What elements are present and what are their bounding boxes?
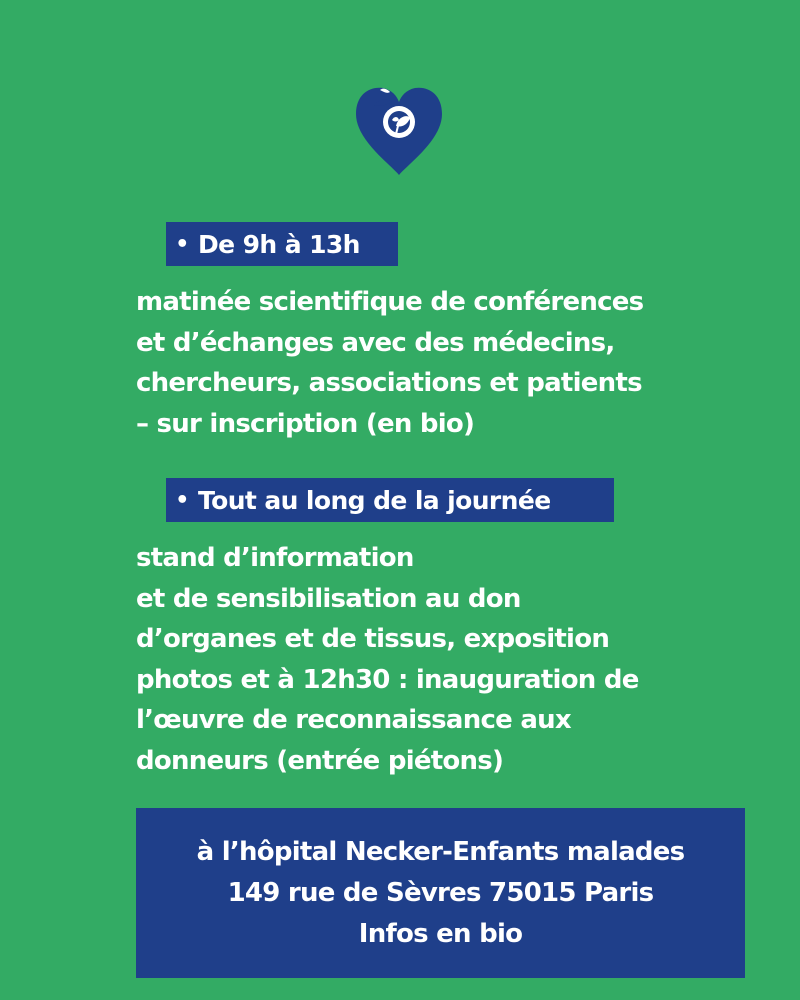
heart-bird-leaf-icon xyxy=(352,78,446,176)
description-line: stand d’information xyxy=(136,543,414,573)
description-line: matinée scientifique de conférences xyxy=(136,287,644,317)
address-box xyxy=(136,808,745,978)
description-line: et d’échanges avec des médecins, xyxy=(136,327,615,358)
bullet-icon: • xyxy=(175,487,189,513)
section-description-morning xyxy=(136,282,776,444)
section-header-morning xyxy=(166,222,398,266)
address-venue: à l’hôpital Necker-Enfants malades xyxy=(196,836,685,867)
section-header-label: De 9h à 13h xyxy=(198,229,360,259)
description-line: d’organes et de tissus, exposition xyxy=(136,624,610,654)
address-street: 149 rue de Sèvres 75015 Paris xyxy=(227,877,654,908)
description-line: l’œuvre de reconnaissance aux xyxy=(136,705,571,735)
description-line: – sur inscription (en bio) xyxy=(136,408,475,439)
description-line: donneurs (entrée piétons) xyxy=(136,745,504,776)
bullet-icon: • xyxy=(175,231,189,257)
section-description-all-day xyxy=(136,538,776,781)
address-info: Infos en bio xyxy=(358,918,523,949)
description-line: chercheurs, associations et patients xyxy=(136,368,642,398)
description-line: photos et à 12h30 : inauguration de xyxy=(136,664,639,695)
section-header-all-day xyxy=(166,478,614,522)
description-line: et de sensibilisation au don xyxy=(136,583,521,614)
section-header-label: Tout au long de la journée xyxy=(198,485,551,515)
